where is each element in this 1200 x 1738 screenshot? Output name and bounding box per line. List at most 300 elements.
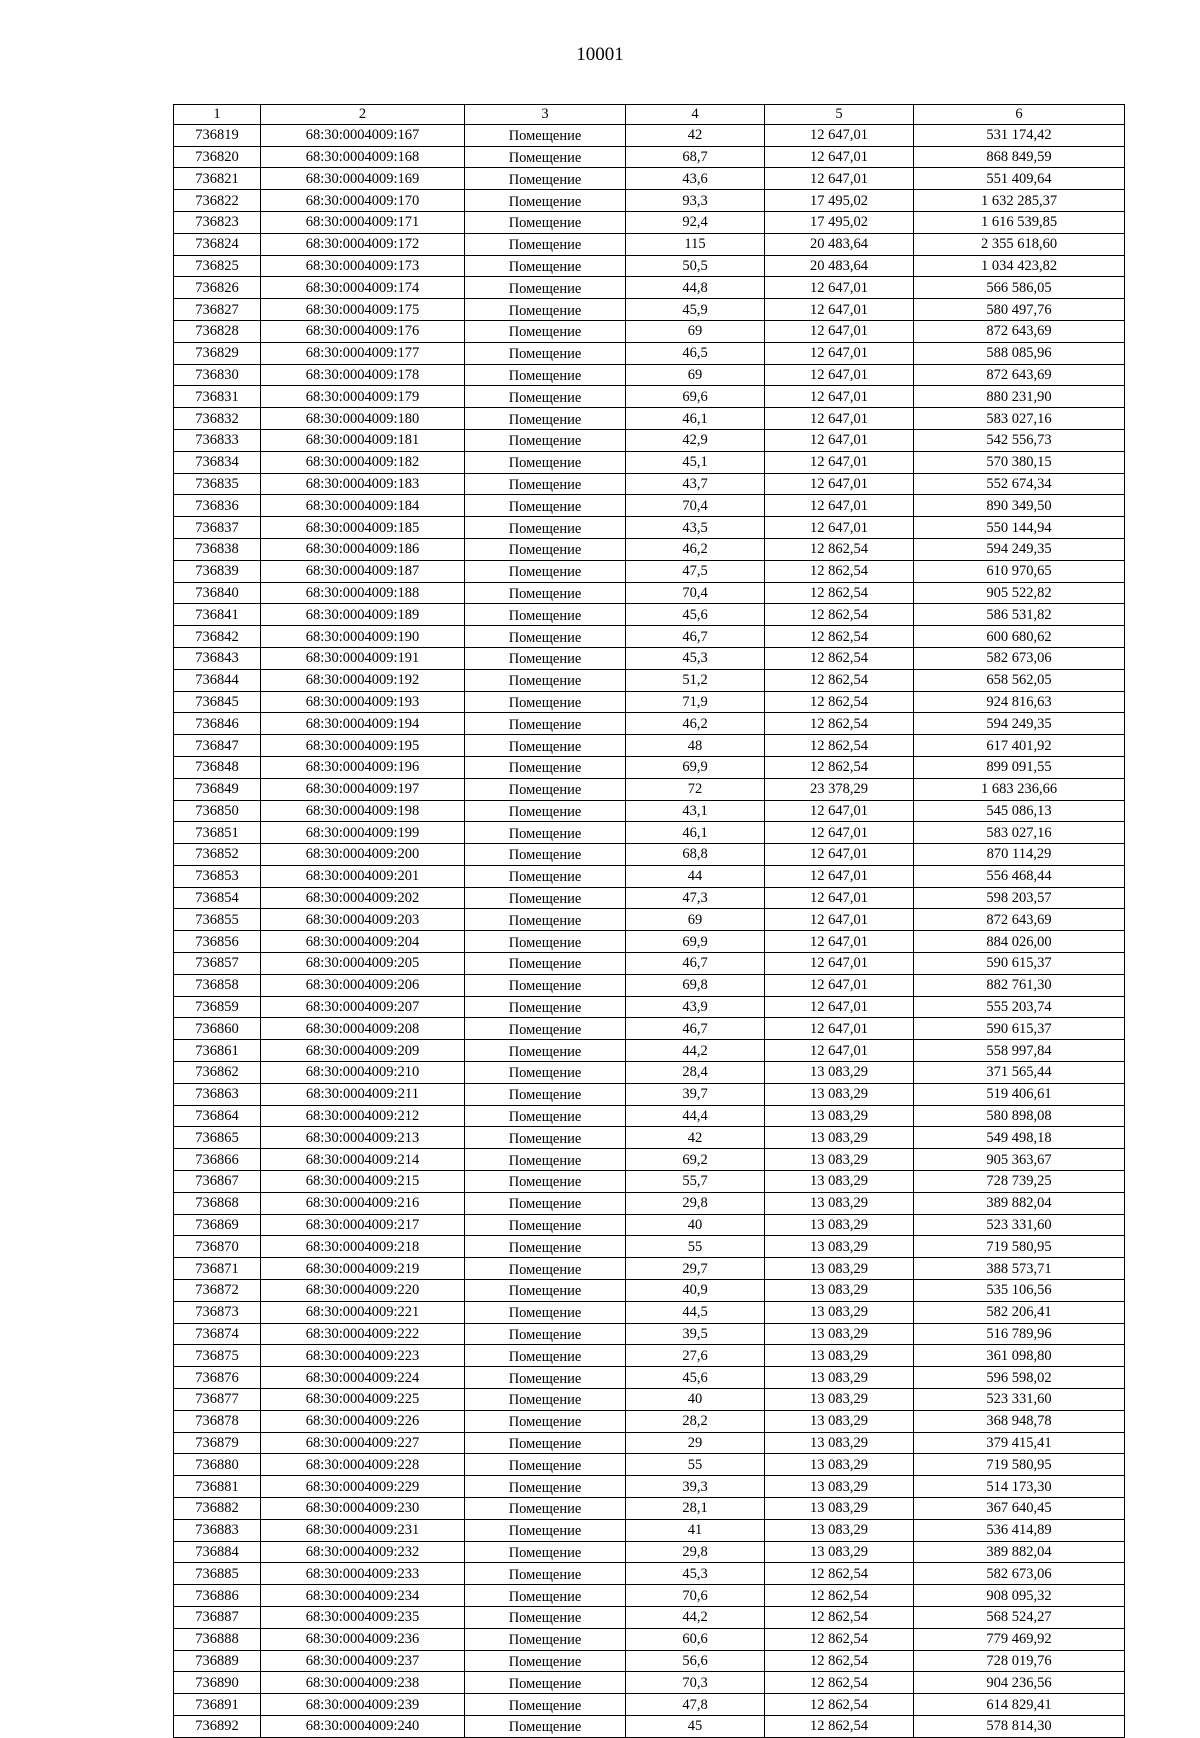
row-number-cell: 736868	[174, 1192, 261, 1214]
table-row	[174, 1062, 1125, 1084]
cadastral-number-cell: 68:30:0004009:183	[261, 473, 465, 495]
area-cell: 28,1	[626, 1498, 765, 1520]
row-number-cell: 736882	[174, 1498, 261, 1520]
table-row	[174, 865, 1125, 887]
row-number-cell: 736849	[174, 778, 261, 800]
cadastral-value-cell: 882 761,30	[914, 974, 1125, 996]
area-cell: 29	[626, 1432, 765, 1454]
row-number-cell: 736883	[174, 1519, 261, 1541]
table-row	[174, 931, 1125, 953]
unit-value-cell: 12 862,54	[765, 756, 914, 778]
area-cell: 29,8	[626, 1192, 765, 1214]
cadastral-value-cell: 905 522,82	[914, 582, 1125, 604]
area-cell: 43,6	[626, 168, 765, 190]
unit-value-cell: 13 083,29	[765, 1410, 914, 1432]
object-type-cell: Помещение	[465, 974, 626, 996]
area-cell: 40,9	[626, 1280, 765, 1302]
object-type-cell: Помещение	[465, 1040, 626, 1062]
cadastral-value-cell: 556 468,44	[914, 865, 1125, 887]
area-cell: 47,8	[626, 1694, 765, 1716]
cadastral-number-cell: 68:30:0004009:217	[261, 1214, 465, 1236]
cadastral-number-cell: 68:30:0004009:176	[261, 320, 465, 342]
cadastral-value-cell: 600 680,62	[914, 626, 1125, 648]
cadastral-number-cell: 68:30:0004009:235	[261, 1606, 465, 1628]
row-number-cell: 736829	[174, 342, 261, 364]
unit-value-cell: 13 083,29	[765, 1454, 914, 1476]
table-row	[174, 735, 1125, 757]
table-row	[174, 822, 1125, 844]
table-row	[174, 190, 1125, 212]
cadastral-value-cell: 1 616 539,85	[914, 211, 1125, 233]
area-cell: 71,9	[626, 691, 765, 713]
cadastral-number-cell: 68:30:0004009:178	[261, 364, 465, 386]
table-header	[174, 105, 1125, 125]
table-row	[174, 1040, 1125, 1062]
area-cell: 46,7	[626, 953, 765, 975]
table-row	[174, 277, 1125, 299]
cadastral-number-cell: 68:30:0004009:184	[261, 495, 465, 517]
object-type-cell: Помещение	[465, 822, 626, 844]
table-row	[174, 1149, 1125, 1171]
column-header: 5	[765, 105, 914, 125]
area-cell: 44	[626, 865, 765, 887]
cadastral-value-cell: 578 814,30	[914, 1715, 1125, 1737]
cadastral-value-cell: 880 231,90	[914, 386, 1125, 408]
row-number-cell: 736851	[174, 822, 261, 844]
row-number-cell: 736824	[174, 233, 261, 255]
table-row	[174, 451, 1125, 473]
object-type-cell: Помещение	[465, 669, 626, 691]
object-type-cell: Помещение	[465, 538, 626, 560]
area-cell: 46,2	[626, 538, 765, 560]
row-number-cell: 736821	[174, 168, 261, 190]
row-number-cell: 736867	[174, 1171, 261, 1193]
cadastral-value-cell: 1 683 236,66	[914, 778, 1125, 800]
row-number-cell: 736841	[174, 604, 261, 626]
area-cell: 44,8	[626, 277, 765, 299]
area-cell: 115	[626, 233, 765, 255]
cadastral-value-cell: 870 114,29	[914, 844, 1125, 866]
table-body	[174, 124, 1125, 1737]
cadastral-number-cell: 68:30:0004009:198	[261, 800, 465, 822]
row-number-cell: 736844	[174, 669, 261, 691]
table-row	[174, 887, 1125, 909]
cadastral-value-cell: 1 034 423,82	[914, 255, 1125, 277]
unit-value-cell: 12 647,01	[765, 473, 914, 495]
unit-value-cell: 12 647,01	[765, 320, 914, 342]
row-number-cell: 736835	[174, 473, 261, 495]
object-type-cell: Помещение	[465, 713, 626, 735]
table-row	[174, 582, 1125, 604]
area-cell: 68,8	[626, 844, 765, 866]
row-number-cell: 736834	[174, 451, 261, 473]
unit-value-cell: 13 083,29	[765, 1345, 914, 1367]
cadastral-number-cell: 68:30:0004009:226	[261, 1410, 465, 1432]
area-cell: 39,5	[626, 1323, 765, 1345]
cadastral-value-cell: 598 203,57	[914, 887, 1125, 909]
table-row	[174, 1127, 1125, 1149]
table-row	[174, 342, 1125, 364]
table-row	[174, 233, 1125, 255]
area-cell: 29,8	[626, 1541, 765, 1563]
unit-value-cell: 13 083,29	[765, 1432, 914, 1454]
cadastral-value-cell: 516 789,96	[914, 1323, 1125, 1345]
table-row	[174, 1541, 1125, 1563]
area-cell: 48	[626, 735, 765, 757]
row-number-cell: 736827	[174, 299, 261, 321]
object-type-cell: Помещение	[465, 364, 626, 386]
unit-value-cell: 12 647,01	[765, 822, 914, 844]
cadastral-value-cell: 908 095,32	[914, 1585, 1125, 1607]
cadastral-number-cell: 68:30:0004009:227	[261, 1432, 465, 1454]
area-cell: 46,1	[626, 408, 765, 430]
area-cell: 69	[626, 320, 765, 342]
cadastral-number-cell: 68:30:0004009:182	[261, 451, 465, 473]
cadastral-number-cell: 68:30:0004009:222	[261, 1323, 465, 1345]
cadastral-value-cell: 552 674,34	[914, 473, 1125, 495]
object-type-cell: Помещение	[465, 1672, 626, 1694]
object-type-cell: Помещение	[465, 1367, 626, 1389]
object-type-cell: Помещение	[465, 1563, 626, 1585]
table-row	[174, 495, 1125, 517]
row-number-cell: 736877	[174, 1389, 261, 1411]
row-number-cell: 736889	[174, 1650, 261, 1672]
cadastral-number-cell: 68:30:0004009:186	[261, 538, 465, 560]
row-number-cell: 736864	[174, 1105, 261, 1127]
cadastral-value-cell: 617 401,92	[914, 735, 1125, 757]
cadastral-value-cell: 719 580,95	[914, 1454, 1125, 1476]
unit-value-cell: 17 495,02	[765, 190, 914, 212]
cadastral-number-cell: 68:30:0004009:180	[261, 408, 465, 430]
unit-value-cell: 12 862,54	[765, 1585, 914, 1607]
table-row	[174, 1519, 1125, 1541]
area-cell: 70,6	[626, 1585, 765, 1607]
object-type-cell: Помещение	[465, 408, 626, 430]
header-row	[174, 105, 1125, 125]
cadastral-value-cell: 582 673,06	[914, 647, 1125, 669]
table-row	[174, 909, 1125, 931]
cadastral-number-cell: 68:30:0004009:171	[261, 211, 465, 233]
unit-value-cell: 12 862,54	[765, 1715, 914, 1737]
area-cell: 60,6	[626, 1628, 765, 1650]
cadastral-value-cell: 719 580,95	[914, 1236, 1125, 1258]
cadastral-number-cell: 68:30:0004009:196	[261, 756, 465, 778]
row-number-cell: 736854	[174, 887, 261, 909]
cadastral-value-cell: 884 026,00	[914, 931, 1125, 953]
area-cell: 47,3	[626, 887, 765, 909]
column-header: 2	[261, 105, 465, 125]
row-number-cell: 736878	[174, 1410, 261, 1432]
table-row	[174, 320, 1125, 342]
row-number-cell: 736871	[174, 1258, 261, 1280]
unit-value-cell: 12 647,01	[765, 887, 914, 909]
object-type-cell: Помещение	[465, 1498, 626, 1520]
cadastral-value-cell: 924 816,63	[914, 691, 1125, 713]
row-number-cell: 736840	[174, 582, 261, 604]
area-cell: 43,5	[626, 517, 765, 539]
cadastral-value-cell: 872 643,69	[914, 909, 1125, 931]
cadastral-number-cell: 68:30:0004009:221	[261, 1301, 465, 1323]
object-type-cell: Помещение	[465, 844, 626, 866]
row-number-cell: 736831	[174, 386, 261, 408]
row-number-cell: 736880	[174, 1454, 261, 1476]
object-type-cell: Помещение	[465, 190, 626, 212]
table-row	[174, 1606, 1125, 1628]
row-number-cell: 736856	[174, 931, 261, 953]
unit-value-cell: 12 862,54	[765, 538, 914, 560]
cadastral-number-cell: 68:30:0004009:223	[261, 1345, 465, 1367]
cadastral-number-cell: 68:30:0004009:208	[261, 1018, 465, 1040]
cadastral-number-cell: 68:30:0004009:240	[261, 1715, 465, 1737]
object-type-cell: Помещение	[465, 1214, 626, 1236]
unit-value-cell: 12 862,54	[765, 1563, 914, 1585]
unit-value-cell: 13 083,29	[765, 1149, 914, 1171]
unit-value-cell: 12 647,01	[765, 909, 914, 931]
object-type-cell: Помещение	[465, 1062, 626, 1084]
unit-value-cell: 12 647,01	[765, 1018, 914, 1040]
unit-value-cell: 13 083,29	[765, 1498, 914, 1520]
area-cell: 45,9	[626, 299, 765, 321]
object-type-cell: Помещение	[465, 1541, 626, 1563]
table-row	[174, 1280, 1125, 1302]
area-cell: 45,6	[626, 604, 765, 626]
cadastral-value-cell: 728 019,76	[914, 1650, 1125, 1672]
cadastral-number-cell: 68:30:0004009:213	[261, 1127, 465, 1149]
row-number-cell: 736833	[174, 429, 261, 451]
row-number-cell: 736846	[174, 713, 261, 735]
cadastral-value-cell: 779 469,92	[914, 1628, 1125, 1650]
cadastral-value-cell: 542 556,73	[914, 429, 1125, 451]
column-header: 6	[914, 105, 1125, 125]
unit-value-cell: 12 647,01	[765, 408, 914, 430]
row-number-cell: 736890	[174, 1672, 261, 1694]
object-type-cell: Помещение	[465, 168, 626, 190]
unit-value-cell: 12 862,54	[765, 560, 914, 582]
row-number-cell: 736860	[174, 1018, 261, 1040]
row-number-cell: 736886	[174, 1585, 261, 1607]
cadastral-value-cell: 582 673,06	[914, 1563, 1125, 1585]
cadastral-value-cell: 379 415,41	[914, 1432, 1125, 1454]
unit-value-cell: 12 647,01	[765, 429, 914, 451]
unit-value-cell: 12 862,54	[765, 1628, 914, 1650]
row-number-cell: 736875	[174, 1345, 261, 1367]
cadastral-number-cell: 68:30:0004009:215	[261, 1171, 465, 1193]
cadastral-number-cell: 68:30:0004009:172	[261, 233, 465, 255]
table-row	[174, 1214, 1125, 1236]
row-number-cell: 736823	[174, 211, 261, 233]
object-type-cell: Помещение	[465, 517, 626, 539]
cadastral-number-cell: 68:30:0004009:185	[261, 517, 465, 539]
unit-value-cell: 12 647,01	[765, 299, 914, 321]
cadastral-number-cell: 68:30:0004009:216	[261, 1192, 465, 1214]
cadastral-number-cell: 68:30:0004009:188	[261, 582, 465, 604]
cadastral-number-cell: 68:30:0004009:177	[261, 342, 465, 364]
object-type-cell: Помещение	[465, 1280, 626, 1302]
object-type-cell: Помещение	[465, 1258, 626, 1280]
area-cell: 40	[626, 1389, 765, 1411]
object-type-cell: Помещение	[465, 800, 626, 822]
object-type-cell: Помещение	[465, 647, 626, 669]
unit-value-cell: 13 083,29	[765, 1323, 914, 1345]
table-row	[174, 800, 1125, 822]
unit-value-cell: 12 647,01	[765, 124, 914, 146]
cadastral-number-cell: 68:30:0004009:189	[261, 604, 465, 626]
cadastral-number-cell: 68:30:0004009:200	[261, 844, 465, 866]
object-type-cell: Помещение	[465, 1192, 626, 1214]
cadastral-value-cell: 523 331,60	[914, 1214, 1125, 1236]
unit-value-cell: 13 083,29	[765, 1192, 914, 1214]
row-number-cell: 736873	[174, 1301, 261, 1323]
cadastral-value-cell: 872 643,69	[914, 320, 1125, 342]
area-cell: 69,2	[626, 1149, 765, 1171]
cadastral-number-cell: 68:30:0004009:205	[261, 953, 465, 975]
unit-value-cell: 13 083,29	[765, 1214, 914, 1236]
cadastral-number-cell: 68:30:0004009:197	[261, 778, 465, 800]
object-type-cell: Помещение	[465, 429, 626, 451]
row-number-cell: 736892	[174, 1715, 261, 1737]
cadastral-value-cell: 583 027,16	[914, 822, 1125, 844]
unit-value-cell: 12 647,01	[765, 953, 914, 975]
unit-value-cell: 12 862,54	[765, 691, 914, 713]
registry-table	[173, 104, 1125, 1738]
row-number-cell: 736838	[174, 538, 261, 560]
table-row	[174, 560, 1125, 582]
cadastral-value-cell: 519 406,61	[914, 1083, 1125, 1105]
row-number-cell: 736870	[174, 1236, 261, 1258]
row-number-cell: 736885	[174, 1563, 261, 1585]
object-type-cell: Помещение	[465, 320, 626, 342]
area-cell: 44,5	[626, 1301, 765, 1323]
row-number-cell: 736837	[174, 517, 261, 539]
table-row	[174, 778, 1125, 800]
table-row	[174, 1498, 1125, 1520]
table-row	[174, 626, 1125, 648]
cadastral-value-cell: 590 615,37	[914, 953, 1125, 975]
unit-value-cell: 13 083,29	[765, 1062, 914, 1084]
cadastral-number-cell: 68:30:0004009:199	[261, 822, 465, 844]
cadastral-value-cell: 1 632 285,37	[914, 190, 1125, 212]
object-type-cell: Помещение	[465, 604, 626, 626]
cadastral-number-cell: 68:30:0004009:225	[261, 1389, 465, 1411]
object-type-cell: Помещение	[465, 233, 626, 255]
unit-value-cell: 12 862,54	[765, 1650, 914, 1672]
object-type-cell: Помещение	[465, 1650, 626, 1672]
area-cell: 29,7	[626, 1258, 765, 1280]
row-number-cell: 736857	[174, 953, 261, 975]
area-cell: 41	[626, 1519, 765, 1541]
area-cell: 93,3	[626, 190, 765, 212]
cadastral-number-cell: 68:30:0004009:212	[261, 1105, 465, 1127]
area-cell: 40	[626, 1214, 765, 1236]
table-row	[174, 1171, 1125, 1193]
unit-value-cell: 12 862,54	[765, 735, 914, 757]
unit-value-cell: 13 083,29	[765, 1476, 914, 1498]
area-cell: 44,2	[626, 1606, 765, 1628]
area-cell: 46,1	[626, 822, 765, 844]
row-number-cell: 736819	[174, 124, 261, 146]
area-cell: 69,9	[626, 756, 765, 778]
cadastral-value-cell: 555 203,74	[914, 996, 1125, 1018]
column-header: 3	[465, 105, 626, 125]
table-row	[174, 364, 1125, 386]
cadastral-number-cell: 68:30:0004009:167	[261, 124, 465, 146]
object-type-cell: Помещение	[465, 560, 626, 582]
table-row	[174, 1432, 1125, 1454]
area-cell: 92,4	[626, 211, 765, 233]
row-number-cell: 736874	[174, 1323, 261, 1345]
object-type-cell: Помещение	[465, 255, 626, 277]
cadastral-value-cell: 872 643,69	[914, 364, 1125, 386]
area-cell: 45,6	[626, 1367, 765, 1389]
table-row	[174, 974, 1125, 996]
area-cell: 42,9	[626, 429, 765, 451]
object-type-cell: Помещение	[465, 909, 626, 931]
area-cell: 55	[626, 1236, 765, 1258]
unit-value-cell: 20 483,64	[765, 255, 914, 277]
object-type-cell: Помещение	[465, 1694, 626, 1716]
cadastral-number-cell: 68:30:0004009:174	[261, 277, 465, 299]
row-number-cell: 736845	[174, 691, 261, 713]
cadastral-number-cell: 68:30:0004009:224	[261, 1367, 465, 1389]
object-type-cell: Помещение	[465, 1432, 626, 1454]
cadastral-number-cell: 68:30:0004009:207	[261, 996, 465, 1018]
cadastral-value-cell: 388 573,71	[914, 1258, 1125, 1280]
object-type-cell: Помещение	[465, 1323, 626, 1345]
table-row	[174, 408, 1125, 430]
cadastral-value-cell: 389 882,04	[914, 1192, 1125, 1214]
cadastral-value-cell: 590 615,37	[914, 1018, 1125, 1040]
area-cell: 51,2	[626, 669, 765, 691]
row-number-cell: 736820	[174, 146, 261, 168]
row-number-cell: 736848	[174, 756, 261, 778]
unit-value-cell: 13 083,29	[765, 1171, 914, 1193]
cadastral-number-cell: 68:30:0004009:237	[261, 1650, 465, 1672]
area-cell: 55,7	[626, 1171, 765, 1193]
table-row	[174, 1672, 1125, 1694]
cadastral-value-cell: 594 249,35	[914, 713, 1125, 735]
object-type-cell: Помещение	[465, 778, 626, 800]
unit-value-cell: 12 647,01	[765, 146, 914, 168]
row-number-cell: 736859	[174, 996, 261, 1018]
area-cell: 70,4	[626, 495, 765, 517]
object-type-cell: Помещение	[465, 1519, 626, 1541]
cadastral-number-cell: 68:30:0004009:175	[261, 299, 465, 321]
table-row	[174, 517, 1125, 539]
cadastral-number-cell: 68:30:0004009:168	[261, 146, 465, 168]
area-cell: 45	[626, 1715, 765, 1737]
object-type-cell: Помещение	[465, 735, 626, 757]
area-cell: 69,6	[626, 386, 765, 408]
row-number-cell: 736839	[174, 560, 261, 582]
row-number-cell: 736850	[174, 800, 261, 822]
row-number-cell: 736876	[174, 1367, 261, 1389]
cadastral-value-cell: 535 106,56	[914, 1280, 1125, 1302]
area-cell: 47,5	[626, 560, 765, 582]
cadastral-number-cell: 68:30:0004009:238	[261, 1672, 465, 1694]
object-type-cell: Помещение	[465, 1345, 626, 1367]
cadastral-number-cell: 68:30:0004009:231	[261, 1519, 465, 1541]
unit-value-cell: 12 647,01	[765, 1040, 914, 1062]
area-cell: 70,3	[626, 1672, 765, 1694]
area-cell: 39,3	[626, 1476, 765, 1498]
unit-value-cell: 13 083,29	[765, 1519, 914, 1541]
unit-value-cell: 13 083,29	[765, 1236, 914, 1258]
table-row	[174, 211, 1125, 233]
unit-value-cell: 12 647,01	[765, 386, 914, 408]
row-number-cell: 736822	[174, 190, 261, 212]
cadastral-value-cell: 566 586,05	[914, 277, 1125, 299]
cadastral-number-cell: 68:30:0004009:239	[261, 1694, 465, 1716]
